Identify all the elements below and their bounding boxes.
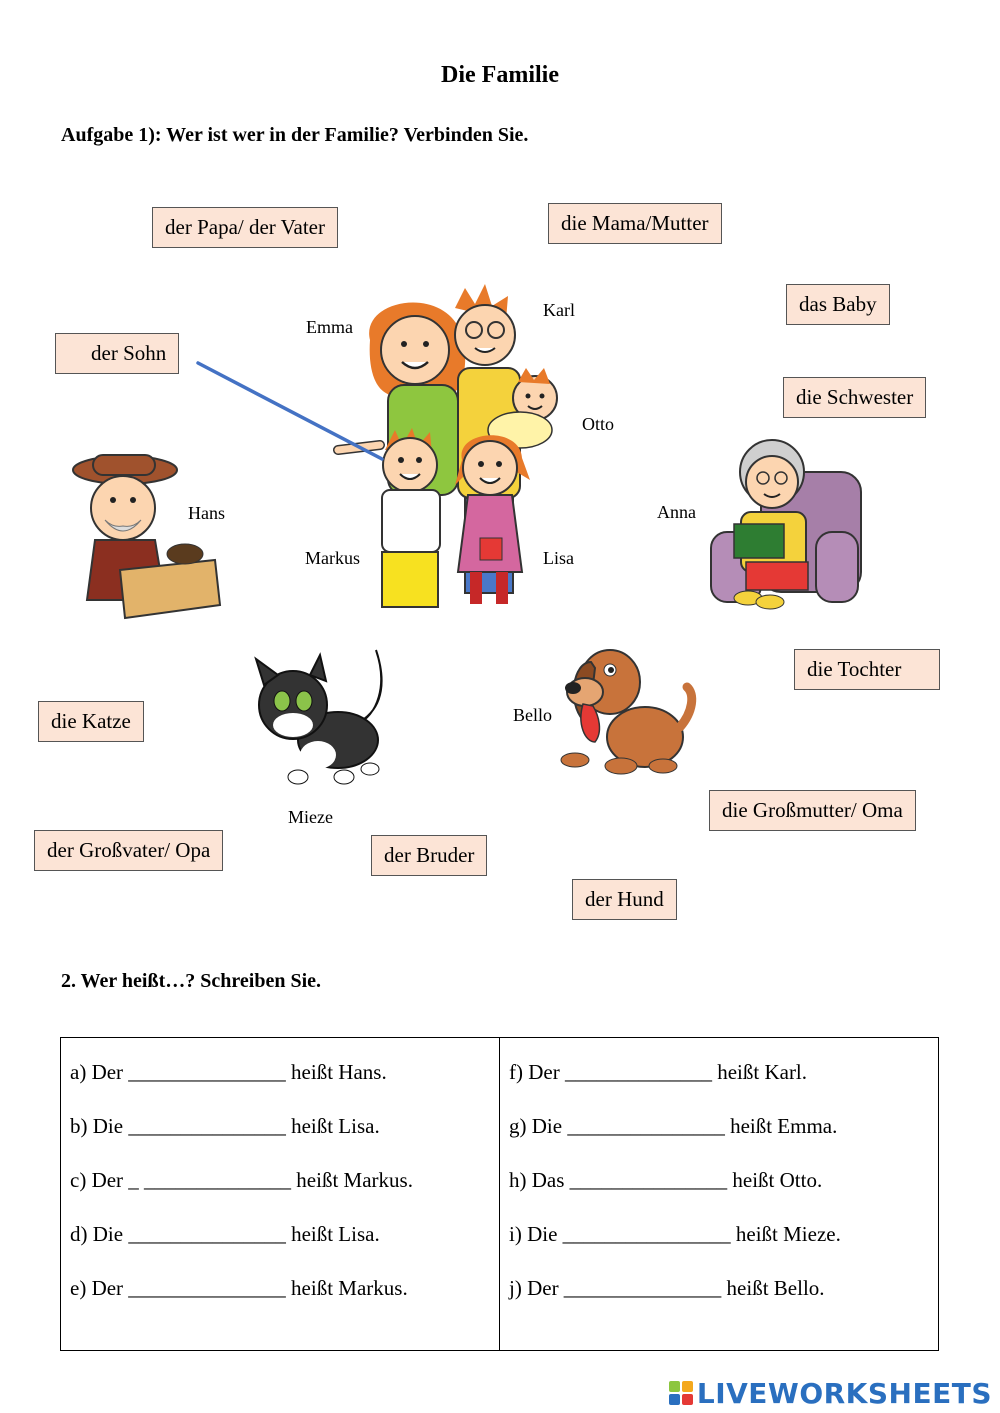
task1-heading: Aufgabe 1): Wer ist wer in der Familie? Verbinden Sie.	[61, 124, 529, 146]
table-column-divider	[499, 1038, 500, 1350]
exercise-c[interactable]: c) Der _ ______________ heißt Markus.	[70, 1168, 413, 1192]
fill-in-table	[60, 1037, 939, 1351]
word-box-bruder[interactable]: der Bruder	[371, 835, 487, 876]
word-box-tochter[interactable]: die Tochter	[794, 649, 940, 690]
name-label-hans: Hans	[188, 503, 225, 523]
exercise-g[interactable]: g) Die _______________ heißt Emma.	[509, 1114, 838, 1138]
exercise-h[interactable]: h) Das _______________ heißt Otto.	[509, 1168, 823, 1192]
exercise-f[interactable]: f) Der ______________ heißt Karl.	[509, 1060, 808, 1084]
word-box-katze[interactable]: die Katze	[38, 701, 144, 742]
name-label-markus: Markus	[305, 548, 360, 568]
match-connector-line	[190, 355, 390, 465]
grandfather-illustration	[65, 450, 225, 630]
name-label-lisa: Lisa	[543, 548, 574, 568]
word-box-sohn[interactable]: der Sohn	[55, 333, 179, 374]
word-box-vater[interactable]: der Papa/ der Vater	[152, 207, 338, 248]
word-box-grossvater[interactable]: der Großvater/ Opa	[34, 830, 223, 871]
page-title: Die Familie	[441, 62, 559, 88]
exercise-b[interactable]: b) Die _______________ heißt Lisa.	[70, 1114, 380, 1138]
liveworksheets-logo	[669, 1376, 992, 1410]
task2-heading: 2. Wer heißt…? Schreiben Sie.	[61, 970, 322, 992]
name-label-bello: Bello	[513, 705, 552, 725]
name-label-anna: Anna	[657, 502, 696, 522]
word-box-grossmutter[interactable]: die Großmutter/ Oma	[709, 790, 916, 831]
exercise-i[interactable]: i) Die ________________ heißt Mieze.	[509, 1222, 841, 1246]
logo-mark-icon	[669, 1381, 693, 1405]
name-label-mieze: Mieze	[288, 807, 333, 827]
word-box-schwester[interactable]: die Schwester	[783, 377, 926, 418]
exercise-a[interactable]: a) Der _______________ heißt Hans.	[70, 1060, 387, 1084]
exercise-d[interactable]: d) Die _______________ heißt Lisa.	[70, 1222, 380, 1246]
name-label-otto: Otto	[582, 414, 615, 434]
word-box-baby[interactable]: das Baby	[786, 284, 890, 325]
cat-illustration	[248, 645, 393, 795]
exercise-j[interactable]: j) Der _______________ heißt Bello.	[509, 1276, 825, 1300]
dog-illustration	[555, 632, 705, 780]
name-label-karl: Karl	[543, 300, 575, 320]
exercise-e[interactable]: e) Der _______________ heißt Markus.	[70, 1276, 408, 1300]
logo-text: LIVEWORKSHEETS	[696, 1376, 992, 1410]
word-box-mutter[interactable]: die Mama/Mutter	[548, 203, 722, 244]
word-box-hund[interactable]: der Hund	[572, 879, 677, 920]
grandmother-illustration	[706, 432, 866, 614]
name-label-emma: Emma	[306, 317, 353, 337]
